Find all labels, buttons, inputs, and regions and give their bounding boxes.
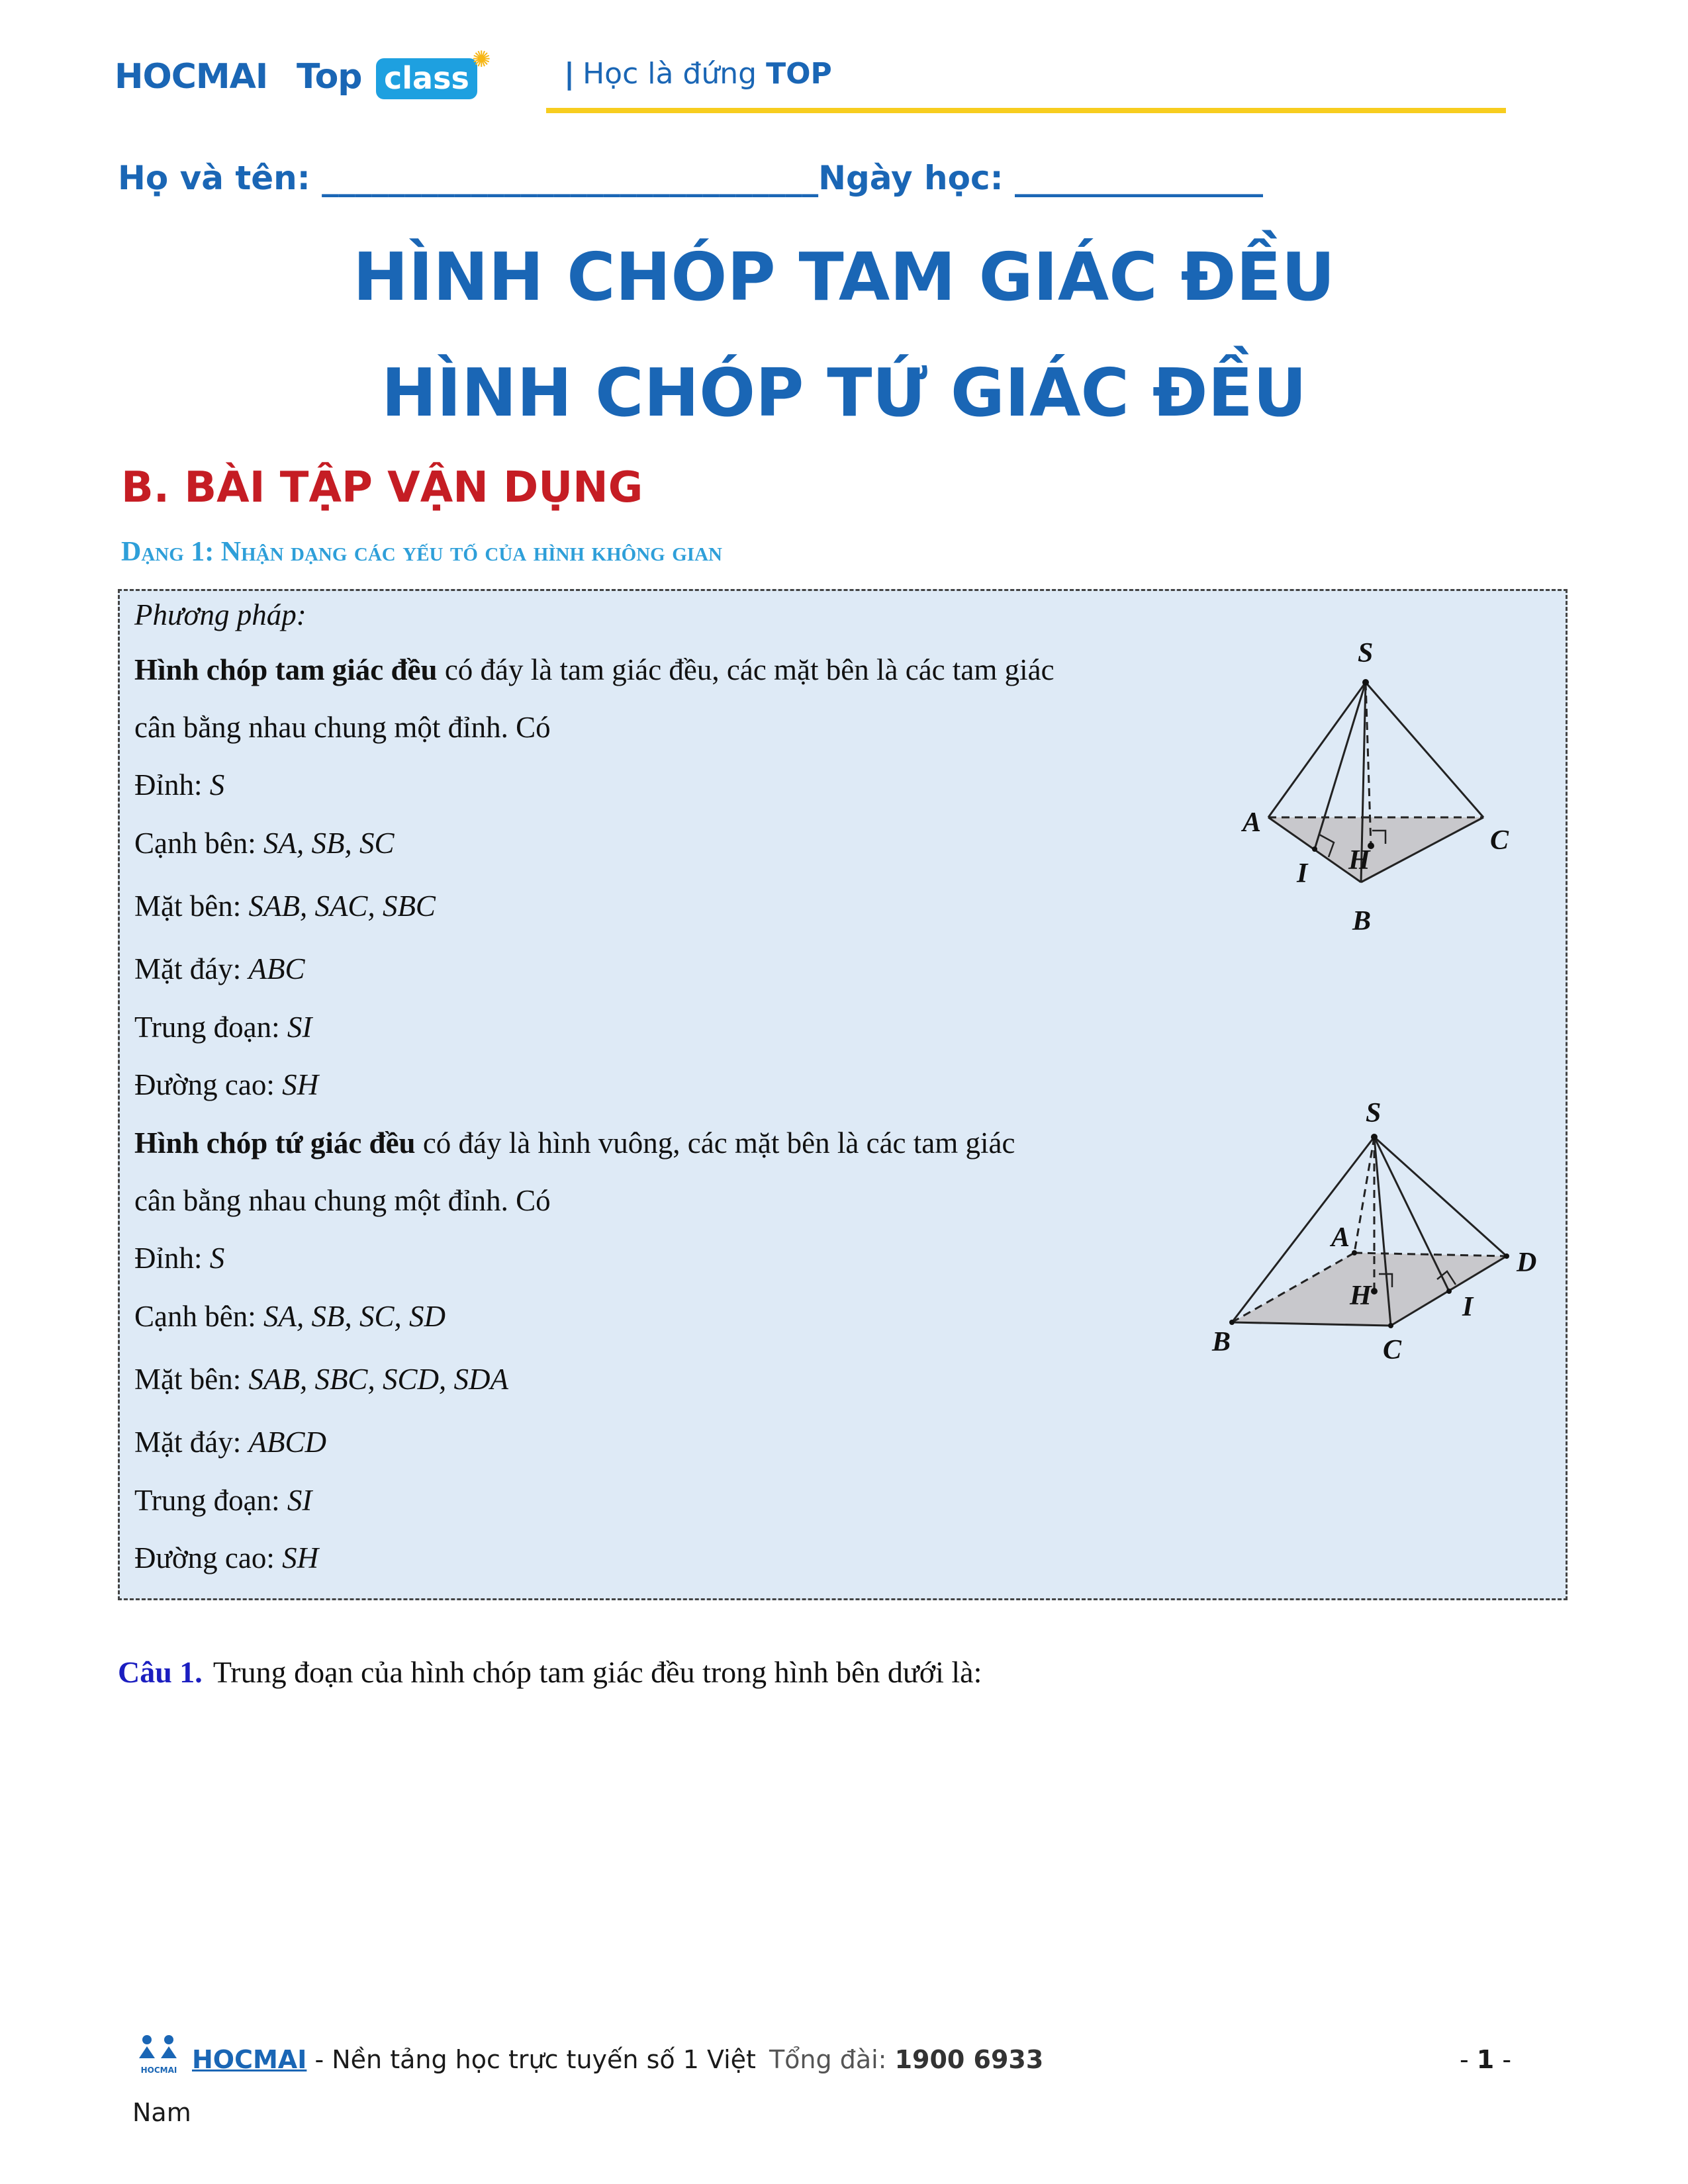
quad-label-a: A	[1331, 1222, 1350, 1253]
triangular-pyramid-figure	[1179, 624, 1642, 968]
footer-text	[192, 2045, 1043, 2074]
question-1-text: Trung đoạn của hình chóp tam giác đều trong hình bên dưới là:	[212, 1655, 982, 1689]
quad-label-i: I	[1462, 1292, 1474, 1322]
tri-edge-sc	[1366, 682, 1483, 817]
tri-dinh: Đỉnh: S	[134, 768, 225, 801]
quad-point-c	[1388, 1323, 1393, 1328]
logo-sun-icon: ✺	[472, 47, 491, 72]
quad-label-b: B	[1212, 1327, 1231, 1357]
student-info-line	[118, 159, 1263, 197]
footer-hocmai-logo-icon	[132, 2032, 185, 2078]
dang-heading: Dạng 1: Nhận dạng các yếu tố của hình không gian	[121, 537, 722, 567]
tri-canh-ben: Cạnh bên: SA, SB, SC	[134, 827, 395, 860]
tri-label-b: B	[1352, 906, 1372, 936]
footer-logo-caption: HOCMAI	[140, 2066, 177, 2075]
header-underline	[546, 108, 1506, 113]
slogan-text: Học là đứng	[583, 57, 757, 91]
footer-brand-link[interactable]: HOCMAI	[192, 2045, 307, 2074]
quad-label-s: S	[1366, 1101, 1382, 1128]
quad-label-h: H	[1350, 1281, 1372, 1311]
tri-desc1: có đáy là tam giác đều, các mặt bên là các tam giác	[437, 653, 1055, 686]
quad-canh-ben: Cạnh bên: SA, SB, SC, SD	[134, 1300, 445, 1333]
quad-mat-ben: Mặt bên: SAB, SBC, SCD, SDA	[134, 1363, 508, 1396]
footer-tagline: - Nền tảng học trực tuyến số 1 Việt	[306, 2045, 756, 2074]
quad-point-a	[1352, 1250, 1357, 1255]
tri-label-i: I	[1297, 858, 1308, 889]
page-title-line1: HÌNH CHÓP TAM GIÁC ĐỀU	[353, 238, 1335, 316]
quad-point-s	[1371, 1134, 1378, 1140]
tri-mat-ben: Mặt bên: SAB, SAC, SBC	[134, 889, 436, 923]
footer-hotline-label: Tổng đài:	[769, 2045, 887, 2074]
tri-bold: Hình chóp tam giác đều	[134, 653, 438, 686]
quad-dinh: Đỉnh: S	[134, 1242, 225, 1275]
question-1	[118, 1655, 982, 1690]
logo-top-text: Top	[297, 57, 362, 97]
quad-mat-day: Mặt đáy: ABCD	[134, 1426, 326, 1459]
date-label: Ngày học:	[818, 159, 1004, 197]
tri-point-s	[1362, 679, 1369, 686]
hocmai-topclass-logo	[115, 47, 512, 111]
tri-desc-line2: cân bằng nhau chung một đỉnh. Có	[134, 711, 551, 744]
section-heading: B. BÀI TẬP VẬN DỤNG	[121, 463, 643, 512]
quad-bold: Hình chóp tứ giác đều	[134, 1126, 416, 1160]
footer-hotline: 1900 6933	[894, 2045, 1044, 2074]
header-slogan	[564, 57, 832, 91]
tri-label-s: S	[1358, 638, 1374, 668]
date-blank[interactable]: _______________	[1015, 159, 1264, 197]
name-blank[interactable]: ______________________________	[322, 159, 819, 197]
quad-label-d: D	[1517, 1248, 1537, 1278]
method-box	[118, 589, 1568, 1600]
tri-point-i	[1312, 846, 1317, 852]
method-label: Phương pháp:	[134, 598, 306, 631]
square-pyramid-figure	[1146, 1101, 1649, 1445]
tri-trung-doan: Trung đoạn: SI	[134, 1011, 312, 1044]
quad-duong-cao: Đường cao: SH	[134, 1541, 319, 1574]
slogan-emph: TOP	[766, 57, 832, 91]
quad-point-h	[1371, 1288, 1378, 1295]
tri-duong-cao: Đường cao: SH	[134, 1068, 319, 1101]
tri-mat-day: Mặt đáy: ABC	[134, 952, 305, 985]
page-title-line2: HÌNH CHÓP TỨ GIÁC ĐỀU	[381, 354, 1307, 432]
quad-desc-line1	[134, 1126, 1015, 1160]
footer-page-number: - 1 -	[1460, 2045, 1512, 2074]
quad-point-d	[1504, 1253, 1509, 1259]
quad-edge-sa	[1354, 1137, 1374, 1253]
quad-desc-line2: cân bằng nhau chung một đỉnh. Có	[134, 1184, 551, 1217]
tri-edge-sa	[1268, 682, 1366, 817]
tri-label-h: H	[1348, 845, 1370, 876]
tri-label-a: A	[1243, 807, 1262, 838]
logo-hocmai-text: HOCMAI	[115, 57, 268, 97]
tri-desc-line1	[134, 653, 1055, 687]
question-1-label: Câu 1.	[118, 1655, 203, 1689]
quad-label-c: C	[1383, 1335, 1402, 1365]
logo-class-badge: class	[376, 58, 477, 99]
tri-label-c: C	[1490, 825, 1509, 856]
quad-desc1: có đáy là hình vuông, các mặt bên là các tam giác	[415, 1126, 1015, 1160]
slogan-divider: |	[564, 57, 575, 91]
quad-point-i	[1446, 1289, 1452, 1294]
quad-point-b	[1229, 1320, 1235, 1325]
quad-edge-sd	[1374, 1137, 1507, 1256]
name-label: Họ và tên:	[118, 159, 310, 197]
footer-tagline-tail: Nam	[132, 2098, 191, 2127]
quad-trung-doan: Trung đoạn: SI	[134, 1484, 312, 1517]
